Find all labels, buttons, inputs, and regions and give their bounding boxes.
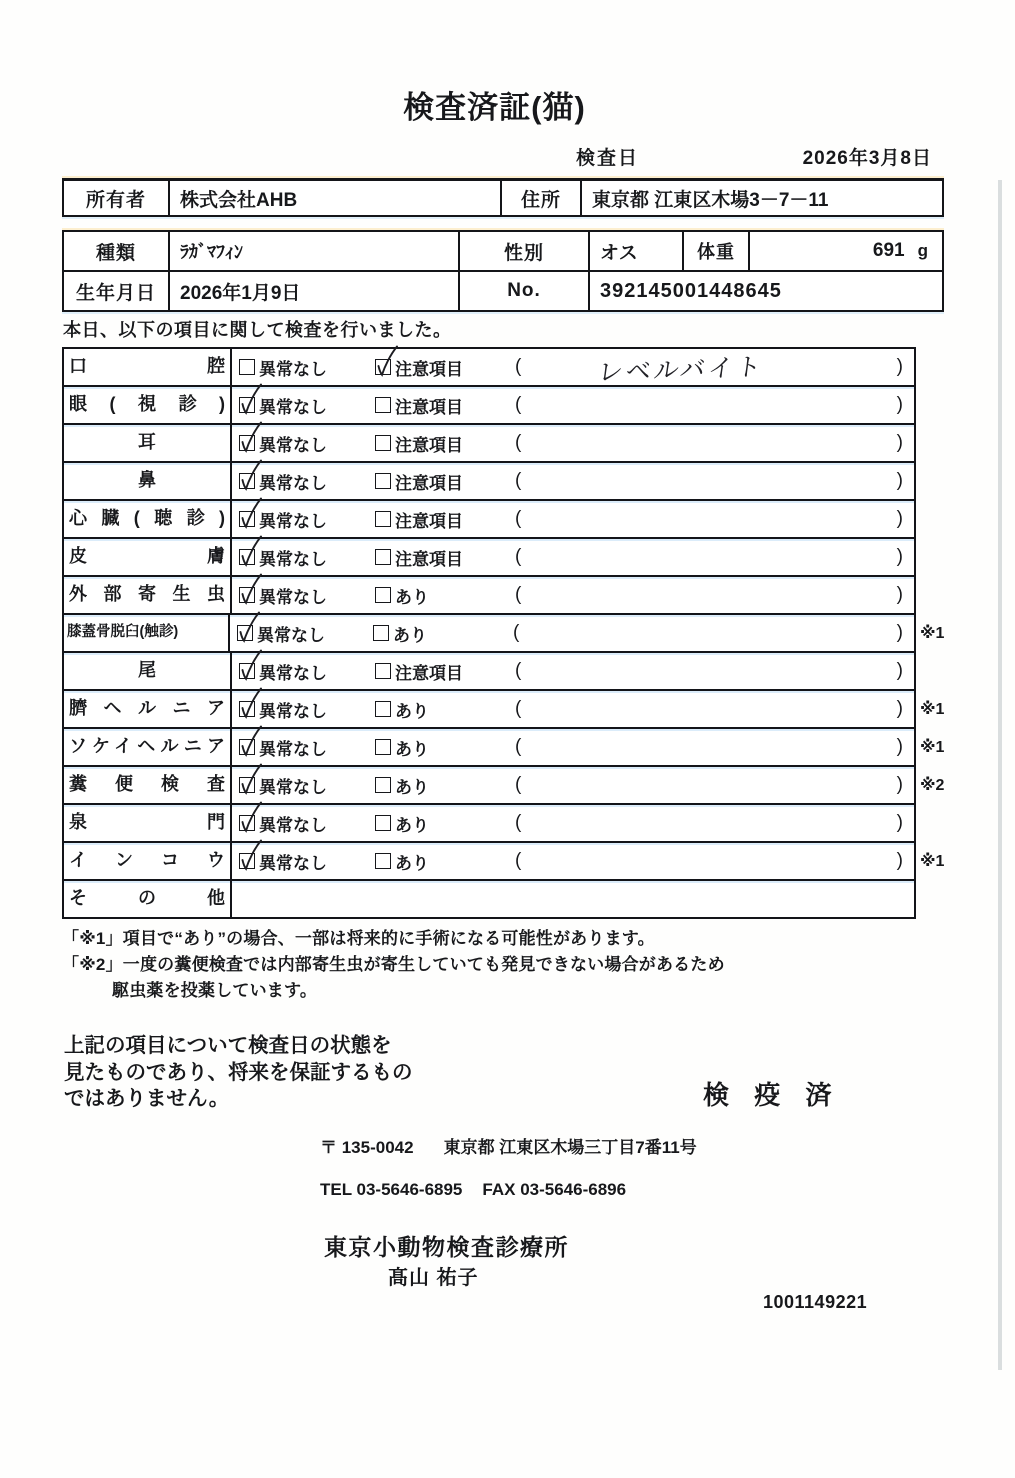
checkbox-option1 [239,663,255,679]
checkbox-option2 [375,853,391,869]
checkbox-option2 [375,397,391,413]
option1-label: 異常なし [259,359,327,379]
option-normal [239,507,375,532]
paren-open: ( [515,736,522,757]
paren-close: ) [896,736,903,757]
note-marker [920,539,980,575]
option2-label: あり [393,625,427,645]
exam-item-label: その他 [64,881,232,917]
disclaimer-line-1: 上記の項目について検査日の状態を [64,1034,392,1057]
paren-close: ) [896,508,903,529]
paren-open: ( [515,470,522,491]
handwritten-finding: レベルバイト [595,353,766,387]
exam-row-options [232,843,914,879]
findings-paren [515,584,914,606]
option-normal [239,773,375,798]
exam-item-label: ソケイヘルニア [64,729,232,765]
paren-close: ) [896,622,903,643]
document-title: 検査済証(猫) [403,90,586,125]
owner-label: 所有者 [85,189,146,211]
option-normal [239,811,375,836]
option-normal [239,697,375,722]
owner-address-value: 東京都 江東区木場3－7－11 [580,181,942,215]
option-attention [375,355,515,380]
paren-open: ( [515,698,522,719]
footnote-1: 「※1」項目で“あり”の場合、一部は将来的に手術になる可能性があります。 [62,929,655,948]
paren-close: ) [896,660,903,681]
pet-row-breed [64,232,942,270]
exam-item-label: 皮膚 [64,539,232,575]
note-marker [920,577,980,613]
paren-open: ( [515,394,522,415]
checkbox-option1 [239,397,255,413]
option-attention [375,583,515,608]
findings-paren [515,812,914,834]
exam-row-options [232,881,914,917]
exam-row [64,729,945,767]
pet-row-birth [64,270,942,310]
paren-close: ) [896,850,903,871]
paren-open: ( [515,356,522,377]
weight-label: 体重 [682,232,748,270]
paren-close: ) [896,356,903,377]
paren-close: ) [896,546,903,567]
option-normal [239,431,375,456]
exam-item-label: インコウ [64,843,232,879]
footnote-2: 「※2」一度の糞便検査では内部寄生虫が寄生していても発見できない場合があるため [62,955,725,974]
option2-label: あり [395,815,429,835]
option2-label: あり [395,739,429,759]
no-value: 392145001448645 [588,272,942,310]
exam-row-options [232,653,914,689]
option-attention [375,545,515,570]
pet-info-table [62,230,944,312]
sex-value: オス [588,232,682,270]
paren-open: ( [515,660,522,681]
exam-row [64,425,914,463]
paren-close: ) [896,394,903,415]
exam-item-label: 耳 [64,425,232,461]
disclaimer-line-3: ではありません。 [64,1087,230,1110]
exam-row-options [230,615,914,651]
option1-label: 異常なし [259,663,327,683]
exam-item-label: 臍ヘルニア [64,691,232,727]
weight-value-cell [748,232,942,270]
option2-label: あり [395,587,429,607]
option-normal [239,545,375,570]
option1-label: 異常なし [259,777,327,797]
exam-row-options [232,691,914,727]
exam-item-label: 外部寄生虫 [64,577,232,613]
note-marker [920,805,980,841]
option-normal [239,469,375,494]
option-attention [375,393,515,418]
option1-label: 異常なし [259,701,327,721]
findings-paren [513,622,914,644]
checkbox-option2 [375,435,391,451]
option-attention [375,849,515,874]
exam-row [64,577,914,615]
no-label: No. [458,272,588,310]
option2-label: 注意項目 [395,397,463,417]
checkbox-option1 [237,625,253,641]
exam-row-options [232,501,914,537]
findings-paren [515,660,914,682]
disclaimer-text [64,1033,413,1113]
footnotes [62,926,725,1004]
option2-label: 注意項目 [395,435,463,455]
paren-open: ( [515,850,522,871]
exam-row-options [232,805,914,841]
owner-table [62,178,944,217]
clinic-tel-line [320,1180,626,1200]
checkbox-option1 [239,853,255,869]
findings-paren [515,850,914,872]
option2-label: 注意項目 [395,663,463,683]
postal-code: 〒 135-0042 [320,1138,414,1157]
checkbox-option1 [239,777,255,793]
option-normal [239,659,375,684]
findings-paren [515,698,914,720]
clinic-tel: TEL 03-5646-6895 [320,1180,463,1199]
option-attention [375,735,515,760]
findings-paren [515,774,914,796]
inspection-date-label: 検査日 [576,148,640,169]
exam-row-options [232,729,914,765]
checkbox-option2 [375,663,391,679]
note-marker [920,425,980,461]
option1-label: 異常なし [259,587,327,607]
exam-row [64,653,914,691]
exam-row [64,767,945,805]
option-normal [239,735,375,760]
option1-label: 異常なし [259,815,327,835]
clinic-name: 東京小動物検査診療所 [324,1234,569,1260]
note-marker [920,501,980,537]
exam-row [64,463,914,501]
intro-sentence: 本日、以下の項目に関して検査を行いました。 [63,320,452,340]
exam-row [64,539,914,577]
owner-address-label: 住所 [500,181,580,215]
note-marker [920,387,980,423]
paren-open: ( [515,812,522,833]
note-marker [920,881,980,917]
checkbox-option1 [239,511,255,527]
note-marker: ※1 [920,625,945,642]
option1-label: 異常なし [259,739,327,759]
breed-value: ﾗｶﾞﾏﾌｨﾝ [168,232,458,270]
option1-label: 異常なし [259,511,327,531]
option-normal [239,355,375,380]
option2-label: あり [395,701,429,721]
exam-item-label: 泉門 [64,805,232,841]
findings-paren [515,470,914,492]
checkbox-option1 [239,701,255,717]
option-attention [375,773,515,798]
checkbox-option2 [375,587,391,603]
note-marker: ※1 [920,853,945,870]
exam-row [64,805,914,843]
paren-open: ( [515,432,522,453]
weight-value: 691 [872,240,905,261]
exam-row-options [232,463,914,499]
document-code: 1001149221 [763,1292,868,1312]
option1-label: 異常なし [259,853,327,873]
breed-label: 種類 [95,242,136,264]
option-attention [375,659,515,684]
option2-label: 注意項目 [395,473,463,493]
owner-row [64,181,942,215]
paren-open: ( [515,774,522,795]
findings-paren [515,736,914,758]
checkbox-option2 [375,549,391,565]
checkbox-option2 [375,359,391,375]
option-normal [239,583,375,608]
checkbox-option2 [375,739,391,755]
paren-close: ) [896,432,903,453]
exam-item-label: 尾 [64,653,232,689]
exam-row-options [232,425,914,461]
option2-label: 注意項目 [395,511,463,531]
option1-label: 異常なし [259,435,327,455]
paren-value [521,349,896,385]
option-attention [375,431,515,456]
findings-paren [515,546,914,568]
clinic-address: 東京都 江東区木場三丁目7番11号 [443,1138,697,1157]
option2-label: あり [395,853,429,873]
paren-close: ) [896,698,903,719]
note-marker [920,349,980,385]
checkbox-option1 [239,359,255,375]
checkbox-option1 [239,815,255,831]
inspection-date-value: 2026年3月8日 [802,148,932,169]
checkbox-option1 [239,739,255,755]
exam-item-label: 糞便検査 [64,767,232,803]
exam-row [64,691,945,729]
exam-item-label: 鼻 [64,463,232,499]
checkbox-option2 [375,511,391,527]
option1-label: 異常なし [259,397,327,417]
exam-row-options [232,387,914,423]
paren-close: ) [896,470,903,491]
footnote-2-continued: 駆虫薬を投薬しています。 [112,981,318,1000]
option-normal [239,849,375,874]
veterinarian-name: 髙山 祐子 [388,1267,479,1289]
exam-row [64,881,914,917]
exam-row-options [232,349,914,385]
sex-label: 性別 [458,232,588,270]
exam-row [64,501,914,539]
option2-label: あり [395,777,429,797]
clinic-postal-line [320,1133,697,1158]
checkbox-option1 [239,473,255,489]
findings-paren [515,432,914,454]
checkbox-option2 [375,777,391,793]
owner-name: 株式会社AHB [168,181,500,215]
paren-close: ) [896,812,903,833]
birth-value: 2026年1月9日 [168,272,458,310]
checkbox-option2 [375,701,391,717]
findings-paren [515,394,914,416]
exam-item-label: 心臓(聴診) [64,501,232,537]
option1-label: 異常なし [257,625,325,645]
option-attention [375,811,515,836]
checkbox-option1 [239,549,255,565]
note-marker: ※1 [920,739,945,756]
quarantine-stamp: 検 疫 済 [703,1080,841,1110]
exam-table [62,347,945,919]
checkbox-option1 [239,435,255,451]
exam-row [64,387,914,425]
option-attention [373,621,513,646]
clinic-fax: FAX 03-5646-6896 [482,1180,627,1199]
checkbox-option2 [373,625,389,641]
paren-close: ) [896,774,903,795]
paren-close: ) [896,584,903,605]
note-marker: ※2 [920,777,945,794]
exam-item-label: 眼(視診) [64,387,232,423]
option-attention [375,469,515,494]
exam-item-label: 口腔 [64,349,232,385]
option1-label: 異常なし [259,473,327,493]
findings-paren [515,508,914,530]
option2-label: 注意項目 [395,359,463,379]
paren-open: ( [515,584,522,605]
paren-open: ( [515,546,522,567]
option-normal [237,621,373,646]
exam-row-options [232,577,914,613]
option-attention [375,507,515,532]
weight-unit: g [917,241,928,260]
paren-open: ( [513,622,520,643]
exam-row [64,615,945,653]
inspection-date-row [62,143,932,167]
disclaimer-line-2: 見たものであり、将来を保証するもの [64,1060,413,1084]
exam-row [64,843,945,881]
checkbox-option2 [375,815,391,831]
exam-row [64,349,914,387]
findings-paren [515,349,914,385]
option2-label: 注意項目 [395,549,463,569]
note-marker [920,653,980,689]
note-marker: ※1 [920,701,945,718]
option-attention [375,697,515,722]
option-normal [239,393,375,418]
scanner-edge-artifact [998,180,1002,1370]
exam-row-options [232,539,914,575]
paren-open: ( [515,508,522,529]
checkbox-option1 [239,587,255,603]
birth-label: 生年月日 [75,282,156,304]
exam-row-options [232,767,914,803]
note-marker [920,463,980,499]
option1-label: 異常なし [259,549,327,569]
exam-item-label: 膝蓋骨脱臼(触診) [64,615,230,651]
checkbox-option2 [375,473,391,489]
